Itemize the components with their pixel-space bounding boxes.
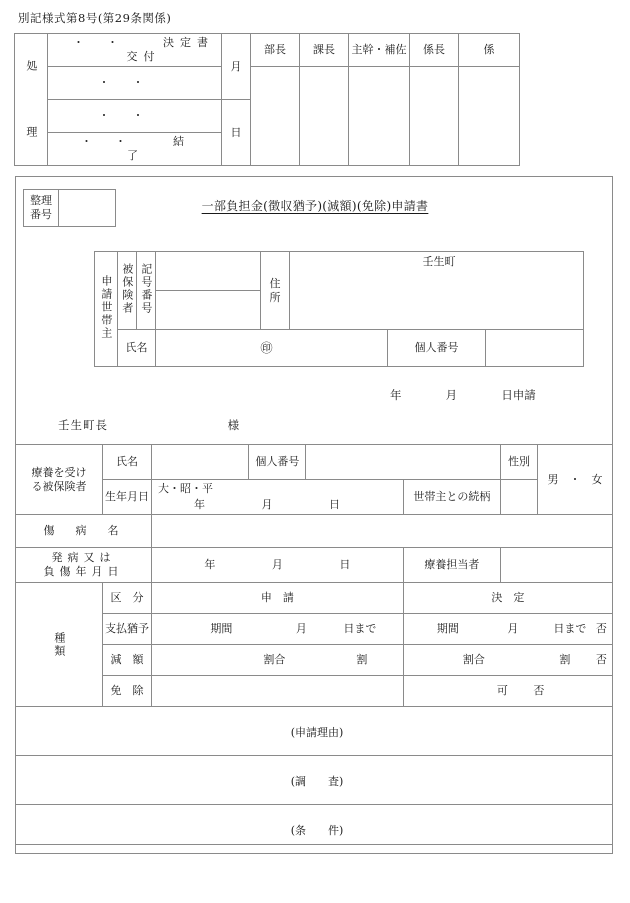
table-row (15, 34, 520, 67)
reference-number-wrapper (23, 189, 116, 227)
reduction-dec-unit-label: 割 (559, 653, 571, 667)
birth-date-ymd (194, 498, 393, 512)
kind-row-reduction-decision[interactable] (403, 645, 612, 676)
onset-date-label-line1: 発病又は (51, 551, 116, 565)
processing-month-label: 月 (222, 34, 251, 100)
deferral-dec-deny[interactable]: 否 (595, 622, 607, 636)
approval-header-kacho: 課長 (300, 34, 349, 67)
reduction-app-ratio-label: 割合 (263, 653, 286, 667)
approval-header-kakaricho: 係長 (410, 34, 459, 67)
application-form-box (15, 176, 613, 845)
processing-row-2-field[interactable] (48, 67, 222, 100)
kind-row-exemption-label: 免 除 (103, 676, 152, 707)
sex-options[interactable]: 男 ・ 女 (538, 445, 613, 515)
exemption-dec-deny[interactable]: 否 (533, 684, 545, 698)
birth-year-label: 年 (194, 498, 205, 512)
addressee-name: 壬生町長 (58, 418, 108, 432)
kind-category-header: 区 分 (103, 583, 152, 614)
kind-row-exemption-decision[interactable] (403, 676, 612, 707)
processing-row-4-field[interactable] (48, 133, 239, 166)
approval-stamp-kacho[interactable] (300, 67, 349, 166)
survey-section[interactable] (16, 756, 613, 805)
addressee-honorific: 様 (227, 418, 240, 432)
symbol-number-vertical-label-text: 記号番号 (139, 262, 153, 315)
table-row (16, 756, 613, 805)
table-row (16, 515, 613, 548)
applicant-personal-number-label: 個人番号 (388, 330, 486, 367)
table-row (16, 614, 613, 645)
table-row (95, 330, 584, 367)
deferral-app-month-label: 月 (295, 622, 307, 636)
kind-side-label (16, 583, 103, 707)
reduction-app-unit-label: 割 (356, 653, 368, 667)
relation-input[interactable] (501, 480, 538, 515)
kind-decision-header: 決 定 (403, 583, 612, 614)
application-reason-label: (申請理由) (290, 726, 344, 740)
sex-label: 性別 (501, 445, 538, 480)
table-row (16, 805, 613, 854)
approval-header-kakari: 係 (459, 34, 520, 67)
form-title-text: 一部負担金(徴収猶予)(減額)(免除)申請書 (201, 199, 429, 213)
insured-person-personal-number-label: 個人番号 (249, 445, 306, 480)
relation-label: 世帯主との続柄 (403, 480, 500, 515)
table-row (16, 445, 613, 480)
conditions-section[interactable] (16, 805, 613, 854)
addressee-line (16, 417, 614, 433)
reference-number-label-line1: 整理 (30, 194, 52, 208)
application-date-day-label: 日申請 (501, 388, 536, 402)
applicant-table (94, 251, 584, 367)
address-label (261, 252, 290, 330)
kind-side-label-char-1: 種 (52, 631, 66, 645)
onset-date-input[interactable] (152, 548, 404, 583)
kind-row-reduction-application[interactable] (152, 645, 404, 676)
kind-row-exemption-application[interactable] (152, 676, 404, 707)
onset-year-label: 年 (204, 558, 216, 572)
table-row (16, 707, 613, 756)
approval-stamp-bucho[interactable] (251, 67, 300, 166)
application-date-line (16, 387, 614, 403)
reference-number-table (23, 189, 116, 227)
birth-date-label: 生年月日 (103, 480, 152, 515)
deferral-app-day-label: 日まで (343, 622, 377, 636)
approval-header-bucho: 部長 (251, 34, 300, 67)
lower-detail-table (15, 444, 613, 854)
table-row (16, 480, 613, 515)
kind-row-deferral-decision[interactable] (403, 614, 612, 645)
processing-label-char-2: 理 (24, 125, 38, 139)
address-label-char-1: 住 (269, 276, 281, 290)
onset-date-label-line2: 負傷年月日 (43, 565, 124, 578)
table-row (16, 676, 613, 707)
table-row (24, 190, 116, 227)
survey-label: (調 査) (290, 775, 344, 789)
insured-vertical-label (118, 252, 137, 330)
reference-number-label (24, 190, 59, 227)
approval-stamp-kakaricho[interactable] (410, 67, 459, 166)
processing-table-wrapper (14, 33, 520, 166)
processing-label-char-1: 処 (24, 60, 38, 74)
insured-person-side-label (16, 445, 103, 515)
kind-row-deferral-application[interactable] (152, 614, 404, 645)
processing-row-2-dots: ・ ・ (98, 76, 144, 90)
table-row (15, 67, 520, 100)
processing-side-label (15, 34, 48, 166)
approval-stamp-shukan-hosa[interactable] (349, 67, 410, 166)
insured-person-personal-number-input[interactable] (306, 445, 501, 480)
number-input[interactable] (156, 291, 261, 330)
applicant-personal-number-input[interactable] (486, 330, 584, 367)
approval-header-shukan-hosa: 主幹・補佐 (349, 34, 410, 67)
insured-person-side-label-line2: る被保険者 (31, 479, 87, 493)
processing-row-4-dots: ・ ・ (81, 135, 126, 149)
applicant-side-label-text: 申請世帯主 (99, 274, 113, 340)
onset-day-label: 日 (339, 558, 351, 572)
kind-row-deferral-label: 支払猶予 (103, 614, 152, 645)
birth-date-input[interactable] (152, 480, 404, 515)
conditions-label: (条 件) (290, 824, 344, 838)
insured-vertical-label-text: 被保険者 (120, 262, 134, 315)
disease-name-input[interactable] (152, 515, 613, 548)
application-date-month-label: 月 (445, 388, 458, 402)
application-reason-section[interactable] (16, 707, 613, 756)
symbol-input[interactable] (156, 252, 261, 291)
processing-row-3-dots: ・ ・ (98, 109, 144, 123)
reference-number-input[interactable] (59, 190, 116, 227)
applicant-section-wrapper (94, 251, 584, 367)
processing-day-label: 日 (222, 100, 251, 166)
reference-number-label-line2: 番号 (30, 208, 52, 221)
kind-row-reduction-label: 減 額 (103, 645, 152, 676)
processing-row-3-field[interactable] (48, 100, 222, 133)
processing-row-1-field[interactable] (48, 34, 222, 67)
application-date-year-label: 年 (390, 388, 402, 402)
deferral-dec-period-label: 期間 (436, 622, 459, 636)
insured-person-name-label: 氏名 (103, 445, 152, 480)
kind-application-header: 申 請 (152, 583, 404, 614)
applicant-name-label: 氏名 (118, 330, 156, 367)
form-number-heading: 別記様式第8号(第29条関係) (18, 11, 172, 25)
disease-name-label: 傷 病 名 (16, 515, 152, 548)
table-row (95, 252, 584, 291)
deferral-app-period-label: 期間 (210, 622, 233, 636)
lower-grid-wrapper (15, 444, 613, 854)
onset-date-label (16, 548, 152, 583)
deferral-dec-day-label: 日まで (553, 622, 587, 636)
kind-side-label-char-2: 類 (52, 644, 66, 658)
care-provider-label: 療養担当者 (403, 548, 500, 583)
processing-row-1-dots: ・ ・ (73, 36, 118, 50)
birth-era-options[interactable]: 大・昭・平 (158, 482, 213, 495)
table-row (16, 645, 613, 676)
approval-stamp-kakari[interactable] (459, 67, 520, 166)
seal-icon: ㊞ (260, 340, 273, 355)
address-input[interactable]: 壬生町 (290, 252, 584, 330)
reduction-dec-deny[interactable]: 否 (595, 653, 607, 667)
birth-day-label: 日 (329, 498, 340, 512)
address-label-char-2: 所 (269, 290, 281, 304)
birth-month-label: 月 (261, 498, 273, 512)
applicant-name-input[interactable] (156, 330, 388, 367)
processing-row-1-label: 決定書交付 (126, 36, 214, 63)
exemption-dec-approve[interactable]: 可 (496, 684, 508, 698)
table-row (16, 548, 613, 583)
deferral-dec-month-label: 月 (507, 622, 519, 636)
processing-row-4-label: 結 了 (127, 135, 239, 162)
symbol-number-vertical-label (137, 252, 156, 330)
processing-table (14, 33, 520, 166)
insured-person-name-input[interactable] (152, 445, 249, 480)
onset-month-label: 月 (271, 558, 283, 572)
reduction-dec-ratio-label: 割合 (462, 653, 485, 667)
table-row (16, 583, 613, 614)
care-provider-input[interactable] (501, 548, 613, 583)
applicant-side-label (95, 252, 118, 367)
insured-person-side-label-line1: 療養を受け (31, 465, 87, 479)
